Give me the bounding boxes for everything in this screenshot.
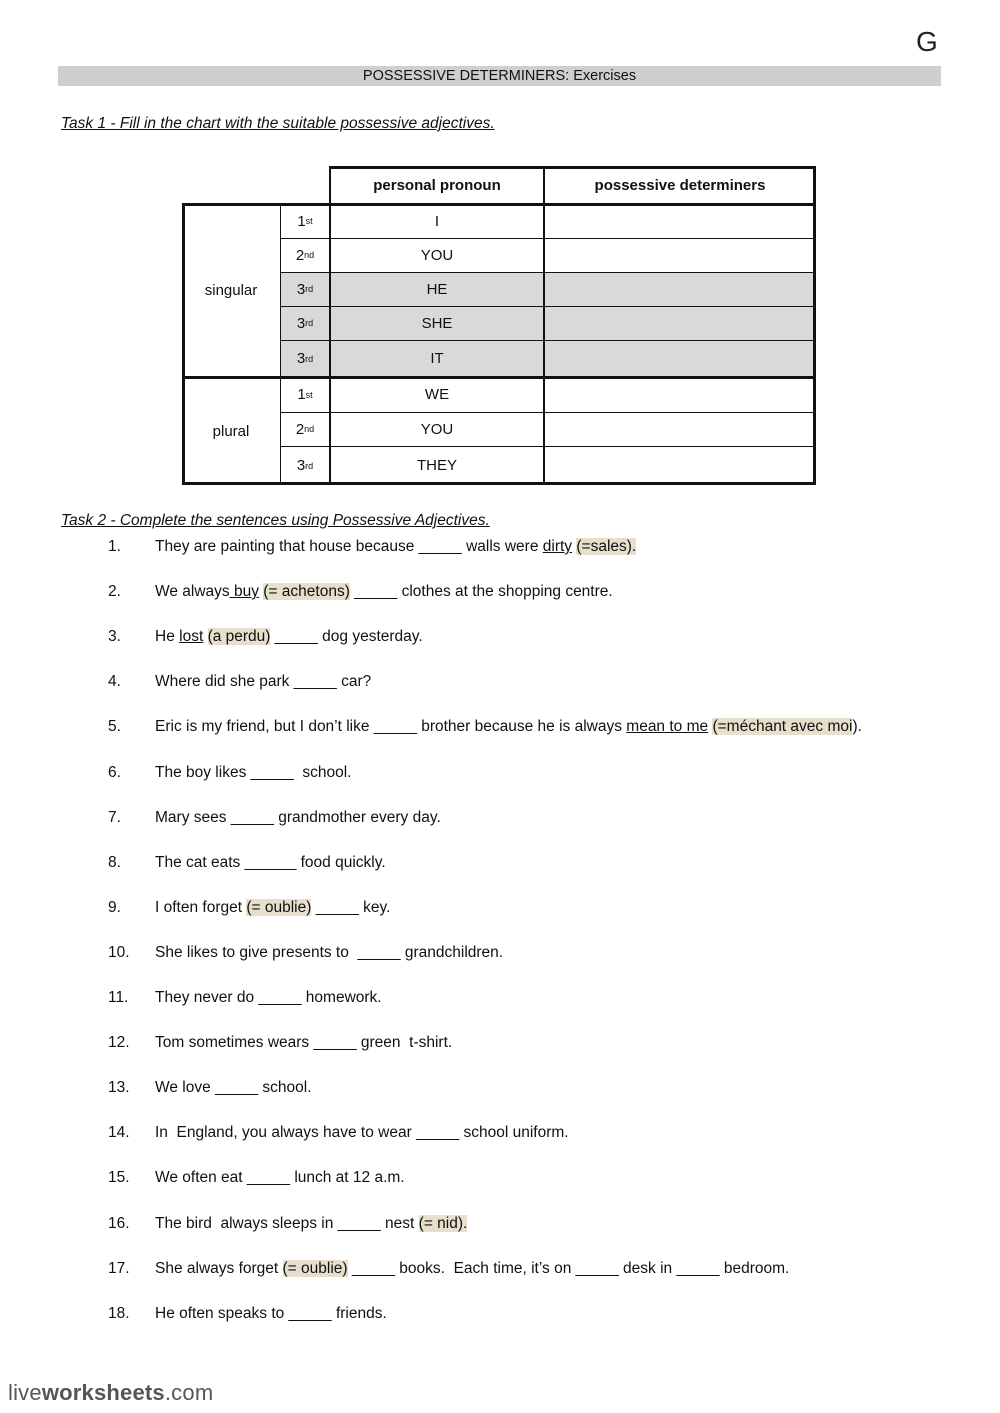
row-answer-blank[interactable] — [545, 306, 813, 340]
sentence-text[interactable]: Tom sometimes wears _____ green t-shirt. — [155, 1034, 453, 1051]
sentence-text[interactable]: They are painting that house because _____ walls were dirty (=sales). — [155, 538, 637, 555]
row-pronoun: IT — [430, 350, 444, 367]
sentence-item — [0, 944, 1000, 968]
sentence-number: 10. — [108, 944, 130, 961]
sentence-item — [0, 764, 1000, 788]
sentence-text[interactable]: I often forget (= oublie) _____ key. — [155, 899, 391, 916]
sentence-number: 3. — [108, 628, 121, 645]
sentence-number: 18. — [108, 1305, 130, 1322]
row-ordinal: 3 rd — [296, 457, 314, 474]
sentence-number: 7. — [108, 809, 121, 826]
page-title: POSSESSIVE DETERMINERS: Exercises — [58, 66, 941, 86]
sentence-text[interactable]: Eric is my friend, but I don’t like _____ brother because he is always mean to me (=méchant avec moi). — [155, 718, 862, 735]
row-answer-blank[interactable] — [545, 377, 813, 412]
sentence-number: 16. — [108, 1215, 130, 1232]
sentence-text[interactable]: In England, you always have to wear _____ school uniform. — [155, 1124, 569, 1141]
sentence-number: 2. — [108, 583, 121, 600]
sentence-item — [0, 1215, 1000, 1239]
sentence-item — [0, 1305, 1000, 1329]
sentence-number: 12. — [108, 1034, 130, 1051]
sentence-item — [0, 989, 1000, 1013]
row-answer-blank[interactable] — [545, 446, 813, 485]
row-ordinal: 3 rd — [296, 350, 314, 367]
row-pronoun: SHE — [421, 314, 453, 332]
row-pronoun: THEY — [416, 457, 457, 474]
sentence-item — [0, 1124, 1000, 1148]
sentence-number: 1. — [108, 538, 121, 555]
row-ordinal: 2 nd — [295, 246, 315, 264]
pronoun-chart — [182, 166, 816, 485]
sentence-text[interactable]: The boy likes _____ school. — [155, 764, 352, 781]
sentence-item — [0, 1260, 1000, 1284]
sentence-text[interactable]: The bird always sleeps in _____ nest (= nid). — [155, 1215, 468, 1232]
sentence-number: 5. — [108, 718, 121, 735]
row-answer-blank[interactable] — [545, 340, 813, 377]
sentence-item — [0, 899, 1000, 923]
row-ordinal: 1 st — [297, 386, 313, 403]
sentence-text[interactable]: The cat eats ______ food quickly. — [155, 854, 386, 871]
header-possessive-determiners: possessive determiners — [594, 176, 766, 194]
sentence-number: 8. — [108, 854, 121, 871]
sentence-text[interactable]: He lost (a perdu) _____ dog yesterday. — [155, 628, 423, 645]
sentence-text[interactable]: Where did she park _____ car? — [155, 673, 372, 690]
group-label-singular: singular — [204, 282, 258, 299]
sentence-number: 11. — [108, 989, 129, 1006]
sentence-number: 15. — [108, 1169, 130, 1186]
row-ordinal: 3 rd — [296, 314, 314, 332]
row-ordinal: 3 rd — [296, 280, 314, 298]
sentence-item — [0, 1079, 1000, 1103]
sentence-number: 13. — [108, 1079, 130, 1096]
sentence-number: 9. — [108, 899, 121, 916]
row-answer-blank[interactable] — [545, 238, 813, 272]
page-corner-letter: G — [916, 26, 938, 57]
task2-heading: Task 2 - Complete the sentences using Possessive Adjectives. — [61, 512, 490, 529]
sentence-item — [0, 673, 1000, 697]
sentence-item — [0, 718, 1000, 742]
sentence-item — [0, 809, 1000, 833]
task1-heading: Task 1 - Fill in the chart with the suitable possessive adjectives. — [61, 115, 495, 132]
sentence-text[interactable]: Mary sees _____ grandmother every day. — [155, 809, 441, 826]
row-pronoun: HE — [426, 280, 448, 298]
sentence-text[interactable]: She always forget (= oublie) _____ books. Each time, it’s on _____ desk in _____ bedroom. — [155, 1260, 790, 1277]
header-personal-pronoun: personal pronoun — [373, 176, 501, 194]
row-ordinal: 1 st — [297, 212, 313, 230]
sentence-item — [0, 1169, 1000, 1193]
sentence-text[interactable]: We often eat _____ lunch at 12 a.m. — [155, 1169, 405, 1186]
sentence-text[interactable]: She likes to give presents to _____ grandchildren. — [155, 944, 504, 961]
sentence-number: 14. — [108, 1124, 130, 1141]
sentence-number: 6. — [108, 764, 121, 781]
row-answer-blank[interactable] — [545, 412, 813, 446]
sentence-number: 4. — [108, 673, 121, 690]
sentence-number: 17. — [108, 1260, 130, 1277]
sentence-item — [0, 854, 1000, 878]
group-label-plural: plural — [212, 422, 250, 440]
sentence-item — [0, 583, 1000, 607]
sentence-text[interactable]: They never do _____ homework. — [155, 989, 382, 1006]
liveworksheets-logo: liveworksheets.com — [8, 1380, 214, 1405]
row-answer-blank[interactable] — [545, 272, 813, 306]
row-pronoun: YOU — [420, 246, 454, 264]
row-pronoun: WE — [424, 386, 450, 403]
sentence-text[interactable]: We always buy (= achetons) _____ clothes at the shopping centre. — [155, 583, 613, 600]
sentence-text[interactable]: We love _____ school. — [155, 1079, 312, 1096]
row-answer-blank[interactable] — [545, 204, 813, 238]
row-pronoun: I — [434, 212, 440, 230]
row-ordinal: 2 nd — [295, 420, 315, 438]
row-pronoun: YOU — [420, 420, 454, 438]
sentence-text[interactable]: He often speaks to _____ friends. — [155, 1305, 387, 1322]
sentence-item — [0, 628, 1000, 652]
sentence-item — [0, 1034, 1000, 1058]
sentence-item — [0, 538, 1000, 562]
